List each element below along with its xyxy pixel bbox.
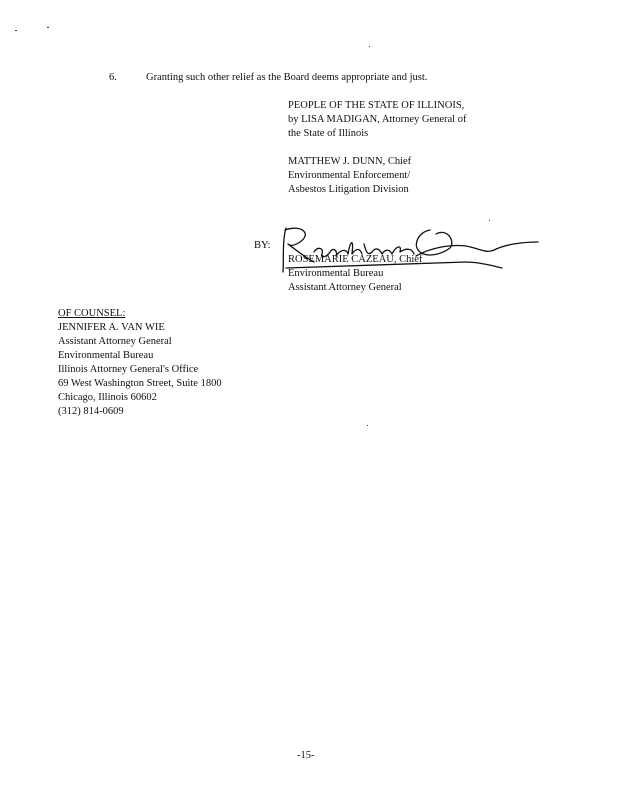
scan-speck [15,30,17,31]
party-line: by LISA MADIGAN, Attorney General of [288,114,467,125]
scan-speck [47,27,49,28]
signer-title-block [288,267,402,295]
scan-speck [489,220,490,221]
counsel-line: Chicago, Illinois 60602 [58,392,157,403]
chief-line: Asbestos Litigation Division [288,184,409,195]
of-counsel-block [58,307,222,419]
signer-name: ROSEMARIE CAZEAU, Chief [288,254,423,265]
counsel-line: (312) 814-0609 [58,406,124,417]
counsel-line: Illinois Attorney General's Office [58,364,199,375]
of-counsel-heading: OF COUNSEL: [58,308,126,319]
counsel-line: 69 West Washington Street, Suite 1800 [58,378,222,389]
chief-line: MATTHEW J. DUNN, Chief [288,156,412,167]
counsel-line: Assistant Attorney General [58,336,172,347]
by-label: BY: [254,240,271,251]
chief-block [288,155,411,197]
signer-title-line: Environmental Bureau [288,268,384,279]
party-block [288,99,466,141]
party-line: PEOPLE OF THE STATE OF ILLINOIS, [288,100,465,111]
counsel-line: Environmental Bureau [58,350,154,361]
item-text: Granting such other relief as the Board deems appropriate and just. [146,72,428,83]
page-number: -15- [297,750,315,761]
counsel-line: JENNIFER A. VAN WIE [58,322,165,333]
item-number: 6. [109,72,117,83]
scan-speck [369,46,370,47]
party-line: the State of Illinois [288,128,369,139]
signer-title-line: Assistant Attorney General [288,282,402,293]
chief-line: Environmental Enforcement/ [288,170,411,181]
scan-speck [367,425,368,426]
